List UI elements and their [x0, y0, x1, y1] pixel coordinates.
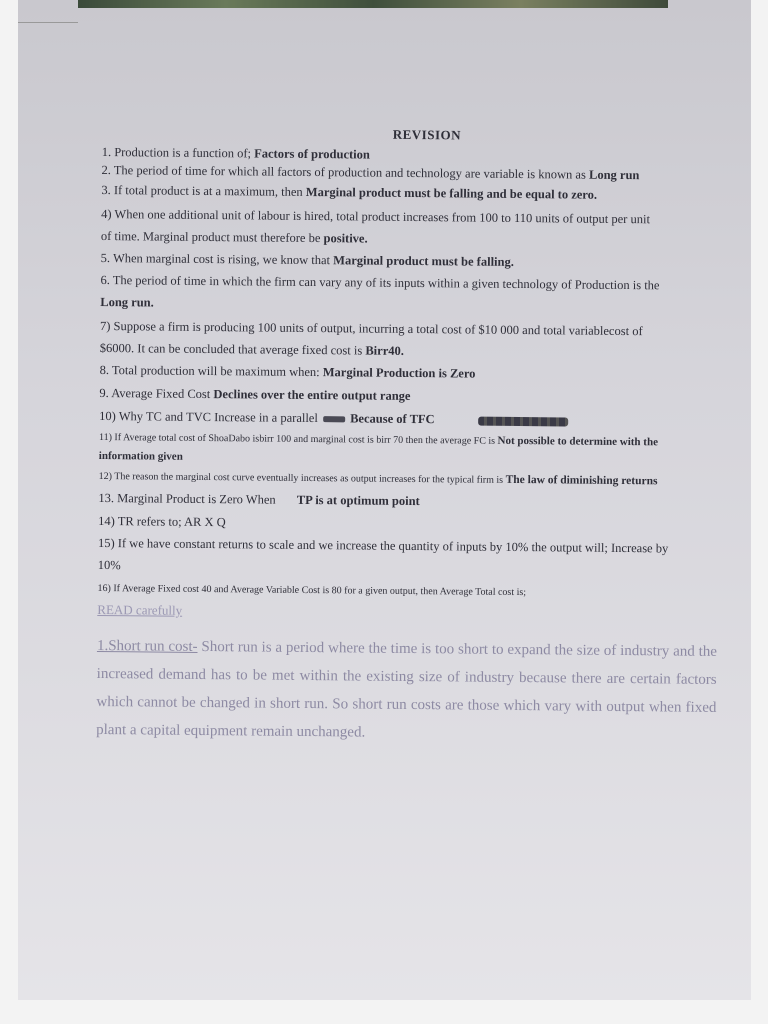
item-15: [98, 532, 688, 582]
scribbled-word: [323, 416, 345, 422]
item-4: [101, 203, 661, 252]
item-15-answer: Increase by 10%: [97, 540, 669, 573]
top-edge-strip: [78, 0, 668, 8]
item-3-question: 3. If total product is at a maximum, then: [101, 182, 303, 199]
item-1-answer: Factors of production: [254, 146, 370, 162]
item-2-answer: Long run: [588, 167, 640, 183]
item-16: [97, 579, 717, 604]
item-12-answer: The law of diminishing returns: [505, 473, 658, 488]
item-13-question: 13. Marginal Product is Zero When: [98, 490, 276, 507]
item-7: [100, 315, 660, 364]
item-4-question: 4) When one additional unit of labour is hired, total product increases from 100 to 110 units of output per unit of time. Marginal product must therefore be: [100, 206, 651, 246]
scribbled-note: [478, 416, 568, 426]
item-14-answer: AR X Q: [183, 514, 226, 530]
short-run-label: 1.Short run cost-: [96, 637, 198, 655]
item-10-answer: Because of TFC: [350, 411, 435, 427]
item-5-answer: Marginal product must be falling.: [333, 253, 514, 269]
short-run-paragraph: [96, 632, 717, 750]
item-2-question: 2. The period of time for which all factors of production and technology are variable is known as: [101, 162, 586, 182]
item-6-question: 6. The period of time in which the firm can vary any of its inputs within a given technology of Production is the: [100, 272, 660, 293]
page-title: REVISION: [392, 126, 462, 143]
item-8-answer: Marginal Production is Zero: [322, 365, 476, 381]
item-11: [99, 428, 674, 472]
item-12-question: 12) The reason the marginal cost curve eventually increases as output increases for the typical firm is: [98, 470, 504, 486]
item-6-answer: Long run.: [100, 294, 154, 310]
item-6: [100, 269, 662, 318]
item-4-answer: positive.: [323, 231, 368, 246]
item-11-answer: Not possible to determine with the information given: [98, 434, 659, 463]
revision-content: [96, 124, 722, 750]
item-8-question: 8. Total production will be maximum when:: [99, 362, 320, 380]
item-16-question: 16) If Average Fixed cost 40 and Average Variable Cost is 80 for a given output, then Average Total cost is;: [97, 582, 527, 599]
item-3: [101, 179, 661, 206]
read-carefully-heading: READ carefully: [97, 601, 183, 618]
page-corner: [18, 0, 78, 23]
short-run-text: Short run is a period where the time is too short to expand the size of industry and the increased demand has to be met within the existing size of industry because there are certain factors which cannot be changed in short run. So short run costs are those which vary with output when fixed plant a capital equipment remain unchanged.: [96, 638, 718, 741]
item-10-question: 10) Why TC and TVC Increase in a parallel: [99, 408, 318, 426]
item-7-answer: Birr40.: [365, 343, 404, 358]
item-1-question: 1. Production is a function of;: [101, 144, 252, 161]
item-3-answer: Marginal product must be falling and be equal to zero.: [305, 184, 598, 202]
item-13-answer: TP is at optimum point: [296, 492, 420, 509]
paper-sheet: [18, 0, 751, 1000]
item-15-question: 15) If we have constant returns to scale and we increase the quantity of inputs by 10% the output will;: [97, 535, 608, 555]
item-5-question: 5. When marginal cost is rising, we know that: [100, 250, 331, 268]
item-9-answer: Declines over the entire output range: [213, 387, 411, 403]
item-9-question: 9. Average Fixed Cost: [99, 385, 211, 402]
item-14-question: 14) TR refers to;: [98, 513, 182, 529]
item-7-question: 7) Suppose a firm is producing 100 units of output, incurring a total cost of $10 000 and total variablecost of $6000. It can be concluded that average fixed cost is: [99, 318, 643, 358]
item-11-question: 11) If Average total cost of ShoaDabo isbirr 100 and marginal cost is birr 70 then the average FC is: [98, 431, 496, 447]
